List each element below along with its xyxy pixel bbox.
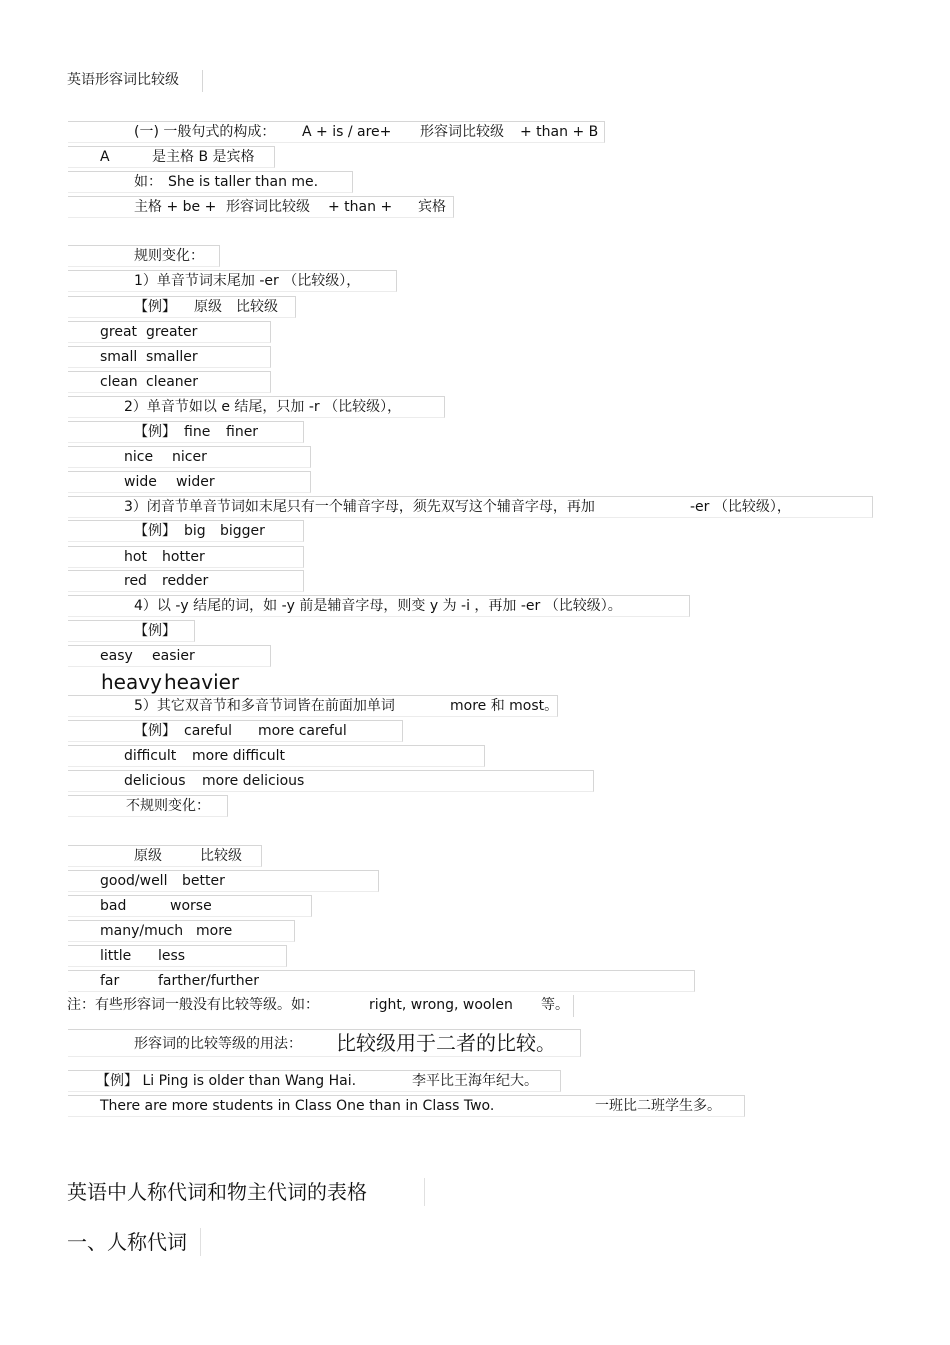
- word-row: difficult more difficult: [68, 745, 485, 767]
- irregular-row: good/well better: [68, 870, 379, 892]
- irregular-row: many/much more: [68, 920, 295, 942]
- word-row: clean cleaner: [68, 371, 271, 393]
- rule-2-example-head: 【例】 fine finer: [68, 421, 304, 443]
- rule-5: 5）其它双音节和多音节词皆在前面加单词 more 和 most。: [68, 695, 558, 717]
- rule-2: 2）单音节如以 e 结尾，只加 -r （比较级），: [68, 396, 445, 418]
- regular-heading: 规则变化：: [68, 245, 220, 267]
- word-row: great greater: [68, 321, 271, 343]
- rule-5-example-head: 【例】 careful more careful: [68, 720, 403, 742]
- pattern-line-1: (一) 一般句式的构成： A + is / are+ 形容词比较级 + than + B: [68, 121, 605, 143]
- section-subtitle: 一、人称代词: [67, 1230, 187, 1254]
- irregular-heading: 不规则变化：: [68, 795, 228, 817]
- example-line-2: There are more students in Class One than in Class Two. 一班比二班学生多。: [68, 1095, 745, 1117]
- document-title: 英语形容词比较级: [67, 70, 203, 92]
- word-row-large: heavy heavier: [101, 670, 240, 694]
- word-row: red redder: [68, 570, 304, 592]
- word-row: nice nicer: [68, 446, 311, 468]
- note-line: 注：有些形容词一般没有比较等级。如： right, wrong, woolen 等。: [67, 995, 574, 1017]
- pattern-line-3: 如： She is taller than me.: [68, 171, 353, 193]
- rule-4-example-head: 【例】: [68, 620, 195, 642]
- pattern-label: (一) 一般句式的构成：: [134, 124, 276, 140]
- word-row: wide wider: [68, 471, 311, 493]
- rule-3: 3）闭音节单音节词如末尾只有一个辅音字母，须先双写这个辅音字母，再加 -er （比较级），: [68, 496, 873, 518]
- rule-3-example-head: 【例】 big bigger: [68, 520, 304, 542]
- irregular-row: bad worse: [68, 895, 312, 917]
- rule-1-example-head: 【例】 原级 比较级: [68, 296, 296, 318]
- irregular-row: far farther/further: [68, 970, 695, 992]
- section-title-rule: [424, 1178, 425, 1206]
- pattern-line-2: A 是主格 B 是宾格: [68, 146, 275, 168]
- irregular-table-head: 原级 比较级: [68, 845, 262, 867]
- irregular-row: little less: [68, 945, 287, 967]
- section-title: 英语中人称代词和物主代词的表格: [67, 1180, 367, 1204]
- rule-1: 1）单音节词末尾加 -er （比较级），: [68, 270, 397, 292]
- section-subtitle-rule: [200, 1228, 201, 1256]
- word-row: delicious more delicious: [68, 770, 594, 792]
- example-line-1: 【例】 Li Ping is older than Wang Hai. 李平比王海年纪大。: [68, 1070, 561, 1092]
- usage-line: 形容词的比较等级的用法： 比较级用于二者的比较。: [68, 1029, 581, 1057]
- word-row: easy easier: [68, 645, 271, 667]
- pattern-line-4: 主格 + be + 形容词比较级 + than + 宾格: [68, 196, 454, 218]
- word-row: hot hotter: [68, 546, 304, 568]
- rule-4: 4）以 -y 结尾的词，如 -y 前是辅音字母，则变 y 为 -i ，再加 -er （比较级）。: [68, 595, 690, 617]
- word-row: small smaller: [68, 346, 271, 368]
